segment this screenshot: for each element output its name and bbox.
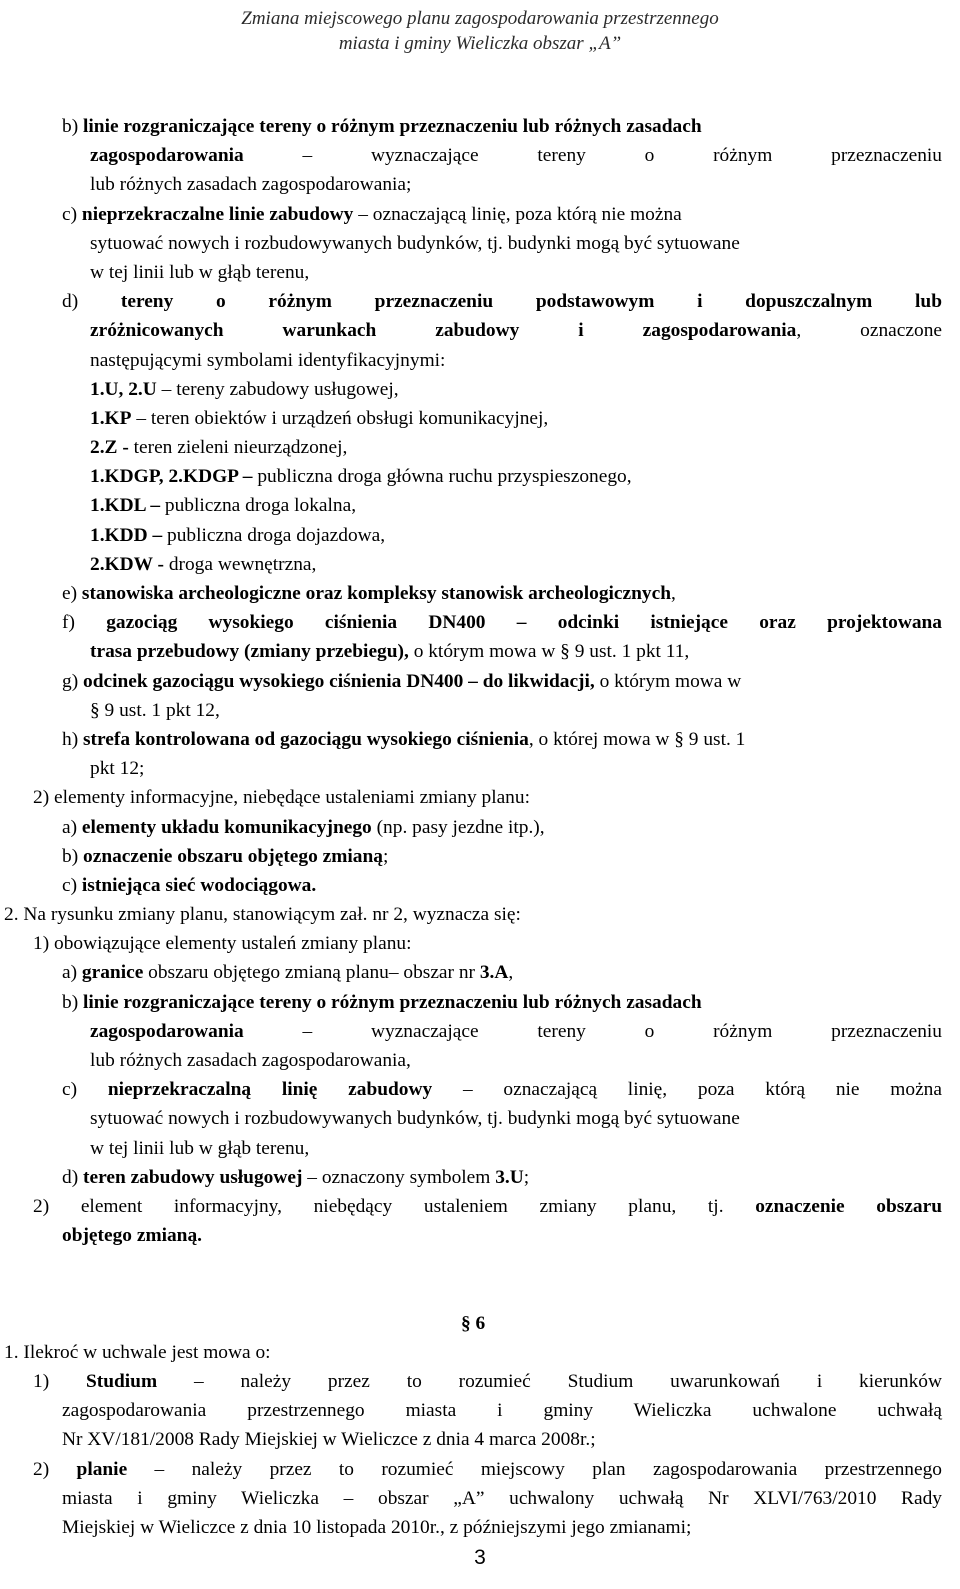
text: zagospodarowania przestrzennego miasta i gminy Wieliczka uchwalone uchwałą <box>62 1400 942 1422</box>
text: lub różnych zasadach zagospodarowania; <box>90 174 412 196</box>
text-line <box>33 783 960 812</box>
text: e) <box>62 583 82 604</box>
text: – tereny zabudowy usługowej, <box>156 378 399 400</box>
text-line <box>90 170 960 199</box>
document-body <box>0 112 960 1542</box>
bold-text: 1.KP <box>90 407 132 429</box>
text-line <box>90 316 942 345</box>
text: c) <box>62 1079 108 1101</box>
text: – należy przez to rozumieć miejscowy plan zagospodarowania przestrzennego <box>127 1458 942 1480</box>
text-line <box>90 1104 960 1133</box>
bold-text: 1.U, 2.U <box>90 378 157 400</box>
text: b) <box>62 991 84 1013</box>
text-line <box>62 608 942 637</box>
text: o którym mowa w § 9 ust. 1 pkt 11, <box>408 641 690 663</box>
bold-text: odcinek gazociągu wysokiego ciśnienia DN400 – do likwidacji, <box>83 670 595 692</box>
bold-text: 3.U <box>495 1166 524 1188</box>
bold-text: zagospodarowania <box>90 145 244 167</box>
text-line <box>90 375 960 404</box>
text: 2) <box>33 1458 77 1480</box>
bold-text: 1.KDGP, 2.KDGP – <box>90 466 253 488</box>
text-line <box>0 1250 960 1279</box>
bold-text: 3.A <box>479 962 509 984</box>
text-line <box>62 1513 960 1542</box>
text: c) <box>62 203 82 225</box>
text-line <box>62 725 960 754</box>
text: miasta i gminy Wieliczka – obszar „A” uchwalony uchwałą Nr XLVI/763/2010 Rady <box>62 1487 942 1509</box>
text: droga wewnętrzna, <box>163 553 317 575</box>
text-line <box>90 229 960 258</box>
text: sytuować nowych i rozbudowywanych budynków, tj. budynki mogą być sytuowane <box>90 1108 740 1130</box>
text-line <box>90 1046 960 1075</box>
text-line <box>33 1367 942 1396</box>
text: publiczna droga lokalna, <box>160 495 357 517</box>
bold-text: tereny o różnym przeznaczeniu podstawowym i dopuszczalnym lub <box>120 291 942 313</box>
text-line <box>62 958 960 987</box>
text: pkt 12; <box>90 758 145 780</box>
text: – należy przez to rozumieć Studium uwarunkowań i kierunków <box>157 1371 942 1393</box>
text: ; <box>382 845 389 867</box>
bold-text: istniejąca sieć wodociągowa. <box>81 874 317 896</box>
text-line <box>62 1484 942 1513</box>
bold-text: teren zabudowy usługowej <box>83 1166 303 1188</box>
text-line <box>62 1221 960 1250</box>
text: a) <box>62 962 82 984</box>
text: d) <box>62 291 121 313</box>
header-line-1: Zmiana miejscowego planu zagospodarowania przestrzennego <box>241 8 719 29</box>
bold-text: zróżnicowanych warunkach zabudowy i zagospodarowania <box>90 320 797 342</box>
text: – oznaczony symbolem <box>302 1166 496 1188</box>
text: lub różnych zasadach zagospodarowania, <box>90 1050 411 1071</box>
text: – oznaczającą linię, poza którą nie można <box>432 1079 942 1101</box>
text-line <box>461 1309 960 1338</box>
text: f) <box>62 612 107 634</box>
bold-text: strefa kontrolowana od gazociągu wysokiego ciśnienia <box>83 728 529 750</box>
text: d) <box>62 1166 84 1188</box>
text: § 9 ust. 1 pkt 12, <box>90 699 220 721</box>
text: następującymi symbolami identyfikacyjnymi: <box>90 349 446 371</box>
bold-text: zagospodarowania <box>90 1020 244 1042</box>
text-line <box>90 491 960 520</box>
bold-text: 2.Z - <box>90 437 129 459</box>
text-line <box>90 258 960 287</box>
text: publiczna droga główna ruchu przyspieszonego, <box>252 466 632 488</box>
bold-text: granice <box>81 962 144 984</box>
text: sytuować nowych i rozbudowywanych budynków, tj. budynki mogą być sytuowane <box>90 232 740 254</box>
text: h) <box>62 728 84 750</box>
text: 1) <box>33 1371 86 1393</box>
text-line <box>90 1017 942 1046</box>
text-line <box>62 813 960 842</box>
text-line <box>33 929 960 958</box>
text-line <box>90 433 960 462</box>
bold-text: oznaczenie obszaru objętego zmianą <box>83 845 383 867</box>
text: – oznaczającą linię, poza którą nie można <box>353 203 682 225</box>
text: b) <box>62 116 84 137</box>
text-line <box>90 141 942 170</box>
text-line <box>90 1134 960 1163</box>
text: 2. Na rysunku zmiany planu, stanowiącym zał. nr 2, wyznacza się: <box>4 904 521 926</box>
bold-text: gazociąg wysokiego ciśnienia DN400 – odcinki istniejące oraz projektowana <box>106 612 942 634</box>
bold-text: Studium <box>85 1371 158 1393</box>
text: – wyznaczające tereny o różnym przeznaczeniu <box>243 145 942 167</box>
text: w tej linii lub w głąb terenu, <box>90 1137 310 1159</box>
text-line <box>62 842 960 871</box>
text: w tej linii lub w głąb terenu, <box>90 261 310 283</box>
text-line <box>62 1425 960 1454</box>
bold-text: § 6 <box>461 1312 486 1334</box>
running-header <box>0 6 960 56</box>
text: publiczna droga dojazdowa, <box>162 524 386 546</box>
text: a) <box>62 816 82 838</box>
text-line <box>62 667 960 696</box>
text-line <box>90 696 960 725</box>
bold-text: trasa przebudowy (zmiany przebiegu), <box>90 641 409 663</box>
text-line <box>62 1163 960 1192</box>
text-line <box>33 1455 942 1484</box>
text: , oznaczone <box>796 320 942 342</box>
text: (np. pasy jezdne itp.), <box>371 816 545 838</box>
text: , o której mowa w § 9 ust. 1 <box>528 728 746 750</box>
bold-text: 2.KDW - <box>90 553 164 575</box>
text: 1. Ilekroć w uchwale jest mowa o: <box>4 1341 271 1363</box>
header-line-2: miasta i gminy Wieliczka obszar „A” <box>338 33 622 54</box>
text-line <box>33 1192 942 1221</box>
bold-text: linie rozgraniczające tereny o różnym przeznaczeniu lub różnych zasadach <box>83 991 702 1013</box>
text: ; <box>523 1166 530 1188</box>
bold-text: 1.KDD – <box>90 524 163 546</box>
bold-text: objętego zmianą. <box>62 1225 203 1247</box>
text-line <box>90 754 960 783</box>
bold-text: elementy układu komunikacyjnego <box>81 816 372 838</box>
text-line <box>4 900 960 929</box>
text-line <box>90 404 960 433</box>
text: – teren obiektów i urządzeń obsługi komunikacyjnej, <box>131 407 549 429</box>
text: b) <box>62 845 84 867</box>
text: Nr XV/181/2008 Rady Miejskiej w Wieliczce z dnia 4 marca 2008r.; <box>62 1429 596 1451</box>
text-line <box>62 1396 942 1425</box>
text-line <box>90 550 960 579</box>
text: – wyznaczające tereny o różnym przeznaczeniu <box>243 1020 942 1042</box>
text: 2) element informacyjny, niebędący ustaleniem zmiany planu, tj. <box>33 1195 756 1217</box>
bold-text: 1.KDL – <box>90 495 161 517</box>
text: , <box>671 583 676 604</box>
text-line <box>62 112 960 141</box>
text: obszaru objętego zmianą planu– obszar nr <box>143 962 480 984</box>
text-line <box>90 462 960 491</box>
text: 2) elementy informacyjne, niebędące ustaleniami zmiany planu: <box>33 787 530 809</box>
text-line <box>0 1280 960 1309</box>
text: c) <box>62 874 82 896</box>
bold-text: stanowiska archeologiczne oraz kompleksy stanowisk archeologicznych <box>81 583 671 604</box>
text-line <box>62 579 960 608</box>
text-line <box>90 346 960 375</box>
text: teren zieleni nieurządzonej, <box>128 437 348 459</box>
text-line <box>4 1338 960 1367</box>
text-line <box>62 988 960 1017</box>
bold-text: nieprzekraczalną linię zabudowy <box>107 1079 433 1101</box>
bold-text: linie rozgraniczające tereny o różnym przeznaczeniu lub różnych zasadach <box>83 116 702 137</box>
bold-text: nieprzekraczalne linie zabudowy <box>81 203 354 225</box>
bold-text: oznaczenie obszaru <box>755 1195 942 1217</box>
text-line <box>62 871 960 900</box>
text: , <box>508 962 514 984</box>
text-line <box>90 637 960 666</box>
text: 1) obowiązujące elementy ustaleń zmiany planu: <box>33 933 412 955</box>
text-line <box>90 521 960 550</box>
text: g) <box>62 670 84 692</box>
text: o którym mowa w <box>594 670 742 692</box>
bold-text: planie <box>76 1458 128 1480</box>
text-line <box>62 200 960 229</box>
text: Miejskiej w Wieliczce z dnia 10 listopada 2010r., z późniejszymi jego zmianami; <box>62 1517 692 1538</box>
text-line <box>62 1075 942 1104</box>
text-line <box>62 287 942 316</box>
page-number: 3 <box>474 1546 486 1569</box>
